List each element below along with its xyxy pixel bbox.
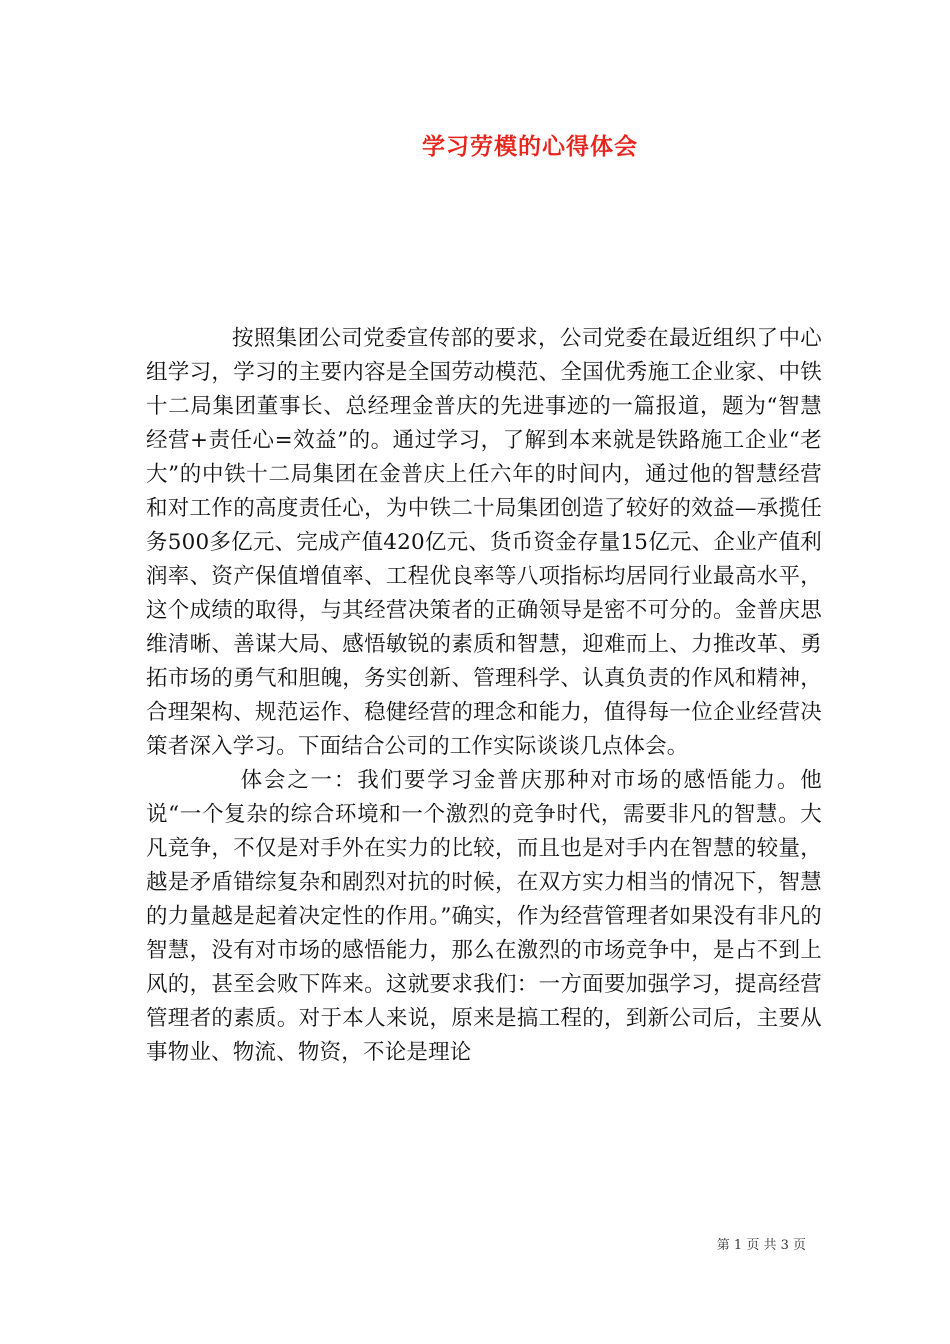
page-title: 学习劳模的心得体会 bbox=[422, 133, 638, 160]
paragraph-insight-one: 体会之一：我们要学习金普庆那种对市场的感悟能力。他说“一个复杂的综合环境和一个激烈的竞争时代，需要非凡的智慧。大凡竞争，不仅是对手外在实力的比较，而且也是对手内在智慧的较量，越是矛盾错综复杂和剧烈对抗的时候，在双方实力相当的情况下，智慧的力量越是起着决定性的作用。”确实，作为经营管理者如果没有非凡的智慧，没有对市场的感悟能力，那么在激烈的市场竞争中，是占不到上风的，甚至会败下阵来。这就要求我们：一方面要加强学习，提高经营管理者的素质。对于本人来说，原来是搞工程的，到新公司后，主要从事物业、物流、物资，不论是理论 bbox=[146, 768, 822, 1065]
document-body bbox=[146, 322, 822, 1070]
page-number: 第 1 页 共 3 页 bbox=[716, 1238, 806, 1253]
paragraph-intro: 按照集团公司党委宣传部的要求，公司党委在最近组织了中心组学习，学习的主要内容是全国劳动模范、全国优秀施工企业家、中铁十二局集团董事长、总经理金普庆的先进事迹的一篇报道，题为“智慧经营+责任心=效益”的。通过学习，了解到本来就是铁路施工企业“老大”的中铁十二局集团在金普庆上任六年的时间内，通过他的智慧经营和对工作的高度责任心，为中铁二十局集团创造了较好的效益—承揽任务500多亿元、完成产值420亿元、货币资金存量15亿元、企业产值利润率、资产保值增值率、工程优良率等八项指标均居同行业最高水平，这个成绩的取得，与其经营决策者的正确领导是密不可分的。金普庆思维清晰、善谋大局、感悟敏锐的素质和智慧，迎难而上、力推改革、勇拓市场的勇气和胆魄，务实创新、管理科学、认真负责的作风和精神，合理架构、规范运作、稳健经营的理念和能力，值得每一位企业经营决策者深入学习。下面结合公司的工作实际谈谈几点体会。 bbox=[146, 326, 822, 759]
